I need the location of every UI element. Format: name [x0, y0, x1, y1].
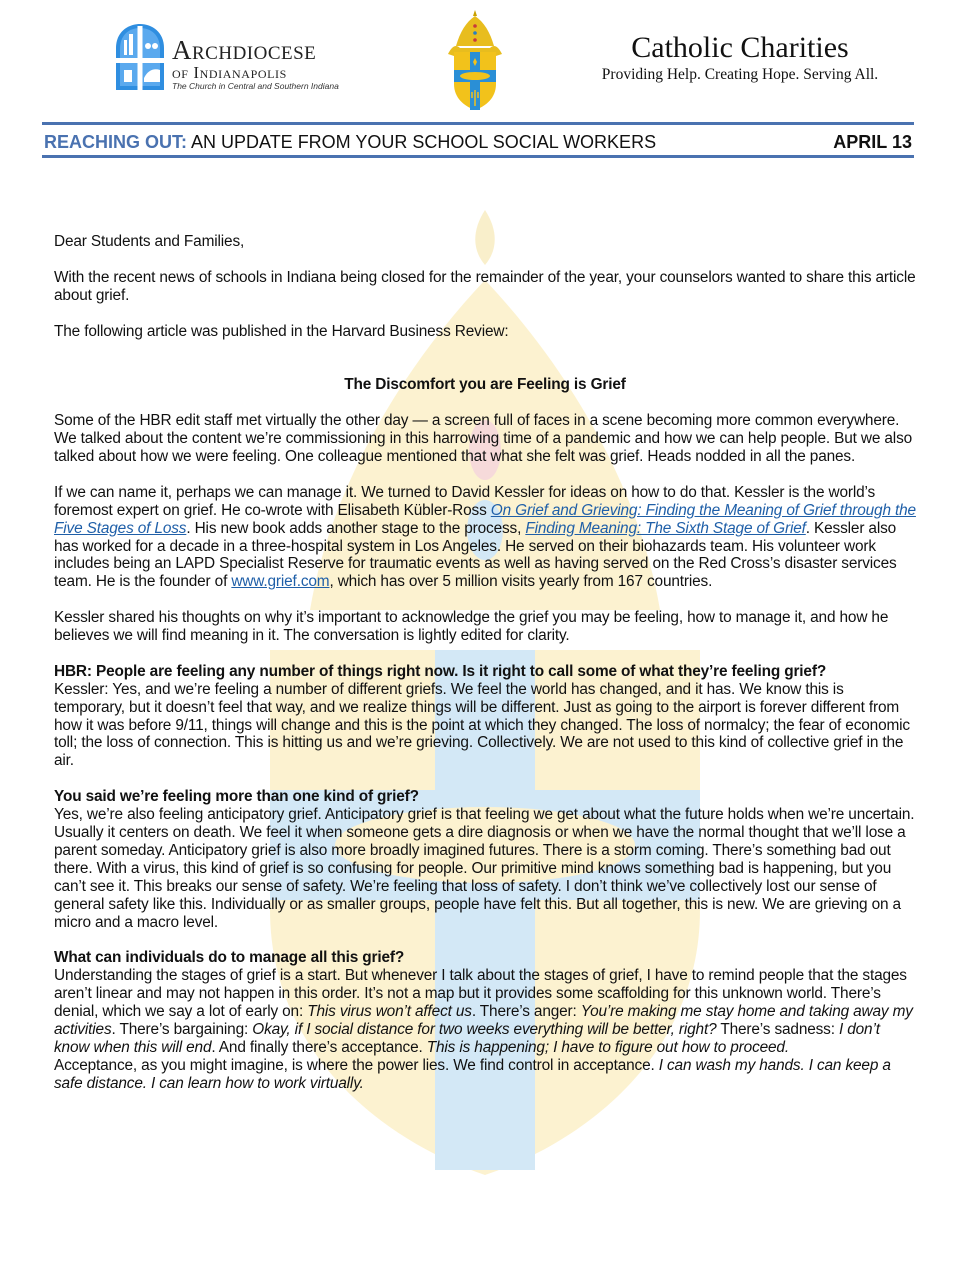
text-segment: If we can name it, perhaps we can manage it. We turned to David Kessler for ideas on how to do that. Kessler is the world’s foremost expert on grief. He co-wrote with Elisabeth Kübler-Ross [54, 483, 876, 519]
archdiocese-logo [114, 22, 444, 94]
italic-quote: Okay, if I social distance for two weeks everything will be better, right? [252, 1020, 717, 1038]
text-segment: There’s sadness: [716, 1020, 839, 1038]
answer-3 [54, 967, 916, 1092]
archdiocese-window-icon [114, 22, 166, 92]
italic-quote: I can wash my hands. I can keep a safe distance. I can learn how to work virtually. [54, 1056, 891, 1092]
archdiocese-name: Archdiocese [172, 35, 317, 65]
banner-accent: REACHING OUT: [44, 132, 187, 152]
question-3: What can individuals do to manage all this grief? [54, 949, 405, 967]
newsletter-banner [42, 122, 914, 158]
text-segment: . Kessler also has worked for a decade in a three-hospital system in Los Angeles. He served on their biohazards team. His volunteer work includes being an LAPD Specialist Reserve for traumatic events as well as having served on the Red Cross’s disaster services team. He is the founder of [54, 519, 897, 591]
italic-quote: This is happening; I have to figure out how to proceed. [426, 1038, 789, 1056]
catholic-charities-logo [560, 30, 920, 84]
article-paragraph-1: Some of the HBR edit staff met virtually the other day — a screen full of faces in a scene becoming more common everywhere. We talked about the content we’re commissioning in this harrowing time of a pandemic and how we can help people. But we also talked about how we were feeling. One colleague mentioned that what she felt was grief. Heads nodded in all the panes. [54, 412, 913, 466]
page-header [0, 0, 960, 120]
greeting: Dear Students and Families, [54, 233, 245, 250]
text-segment: . And finally there’s acceptance. [211, 1038, 427, 1056]
article-paragraph-2 [54, 484, 916, 591]
italic-quote: I don’t know when this will end [54, 1020, 880, 1056]
article-title: The Discomfort you are Feeling is Grief [344, 376, 626, 394]
banner-title: AN UPDATE FROM YOUR SCHOOL SOCIAL WORKERS [187, 132, 657, 152]
book-link-finding-meaning[interactable]: Finding Meaning: The Sixth Stage of Grief [525, 519, 806, 537]
letter-body [54, 233, 916, 1093]
text-segment: Understanding the stages of grief is a start. But whenever I talk about the stages of grief, I have to remind people that the stages aren’t linear and may not happen in this order. It’s not a map but it provides some scaffolding for this unknown world. There’s denial, which we say a lot of early on: [54, 967, 907, 1021]
answer-1: Kessler: Yes, and we’re feeling a number of different griefs. We feel the world has changed, and it has. We know this is temporary, but it doesn’t feel that way, and we realize things will be different. Just as going to the airport is forever different from how it was before 9/11, things will change and this is the point at which they changed. The loss of normalcy; the fear of economic toll; the loss of connection. This is hitting us and we’re grieving. Collectively. We are not used to this kind of collective grief in the air. [54, 680, 910, 770]
text-segment: . There’s bargaining: [111, 1020, 253, 1038]
question-1: HBR: People are feeling any number of things right now. Is it right to call some of what they’re feeling grief? [54, 662, 827, 680]
source-line: The following article was published in the Harvard Business Review: [54, 322, 509, 340]
archdiocese-tagline: The Church in Central and Southern Indiana [172, 81, 339, 91]
intro-paragraph: With the recent news of schools in Indiana being closed for the remainder of the year, your counselors wanted to share this article about grief. [54, 268, 916, 304]
book-link-on-grief[interactable]: On Grief and Grieving: Finding the Meaning of Grief through the Five Stages of Loss [54, 501, 916, 537]
diocese-crest-icon [446, 8, 504, 112]
text-segment: Acceptance, as you might imagine, is where the power lies. We find control in acceptance. [54, 1056, 659, 1074]
banner-date: APRIL 13 [833, 132, 912, 152]
archdiocese-sub: of Indianapolis [172, 63, 287, 82]
article-paragraph-3: Kessler shared his thoughts on why it’s important to acknowledge the grief you may be feeling, how to manage it, and how he believes we will find meaning in it. The conversation is lightly edited for clarity. [54, 609, 889, 645]
text-segment: . There’s anger: [471, 1003, 581, 1021]
question-2: You said we’re feeling more than one kind of grief? [54, 788, 419, 806]
italic-quote: You’re making me stay home and taking away my activities [54, 1003, 913, 1038]
grief-website-link[interactable]: www.grief.com [231, 573, 330, 591]
charities-tagline: Providing Help. Creating Hope. Serving All. [601, 66, 879, 83]
answer-2: Yes, we’re also feeling anticipatory grief. Anticipatory grief is that feeling we get about what the future holds when we’re uncertain. Usually it centers on death. We feel it when someone gets a dire diagnosis or when we have the normal thought that we’ll lose a parent someday. Anticipatory grief is also more broadly imagined futures. There is a storm coming. There’s something bad out there. With a virus, this kind of grief is so confusing for people. Our primitive mind knows something bad is happening, but you can’t see it. This breaks our sense of safety. We’re feeling that loss of safety. I don’t think we’ve collectively lost our sense of general safety like this. Individually or as smaller groups, people have felt this. But all together, this is new. We are grieving on a micro and a macro level. [54, 806, 915, 931]
italic-quote: This virus won’t affect us [307, 1003, 472, 1021]
charities-title: Catholic Charities [631, 31, 849, 64]
text-segment: , which has over 5 million visits yearly from 167 countries. [329, 573, 713, 591]
text-segment: . His new book adds another stage to the process, [186, 519, 526, 537]
